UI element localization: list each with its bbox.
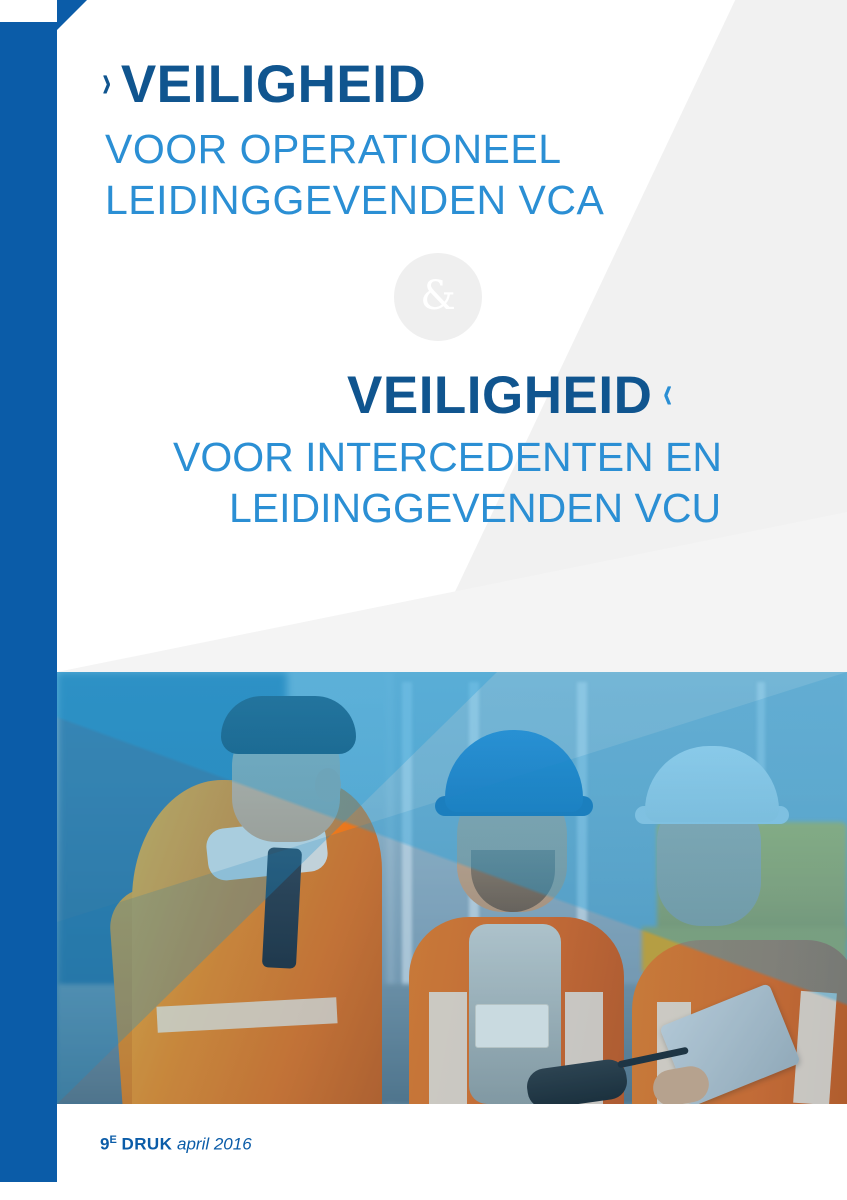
edition-ordinal-suffix: E <box>109 1134 117 1146</box>
worker-right-reflective-stripe-right <box>793 991 837 1104</box>
chevron-left-icon: ‹ <box>663 367 674 419</box>
edition-info <box>100 1134 252 1155</box>
vcu-title-main-line <box>347 365 674 426</box>
worker-left-cap <box>221 696 356 754</box>
edition-date: april 2016 <box>177 1134 252 1154</box>
left-accent-bar-bottom-notch <box>0 1182 57 1200</box>
worker-left-ear <box>315 768 341 802</box>
vca-title-main-line <box>101 54 426 115</box>
vca-subtitle-line-1: VOOR OPERATIONEEL <box>105 126 562 172</box>
vca-title-main-text: VEILIGHEID <box>120 55 427 114</box>
worker-center-reflective-stripe-left <box>429 992 467 1104</box>
edition-label: DRUK <box>121 1134 173 1154</box>
vca-subtitle-line-2: LEIDINGGEVENDEN VCA <box>105 177 605 223</box>
edition-number: 9 <box>100 1134 110 1154</box>
title-block <box>57 0 847 672</box>
ampersand-badge <box>394 253 482 341</box>
footer <box>57 1104 847 1200</box>
left-accent-bar <box>0 0 57 1200</box>
cover-photo <box>57 672 847 1104</box>
worker-center-id-badge <box>475 1004 549 1048</box>
vcu-subtitle-line-2: LEIDINGGEVENDEN VCU <box>229 485 722 531</box>
vcu-subtitle-line-1: VOOR INTERCEDENTEN EN <box>173 434 722 480</box>
left-accent-bar-top-notch <box>0 0 57 22</box>
ampersand-symbol: & <box>420 272 456 319</box>
vcu-title-main-text: VEILIGHEID <box>347 366 653 425</box>
worker-left-tie <box>262 847 302 969</box>
chevron-right-icon: › <box>102 56 112 108</box>
